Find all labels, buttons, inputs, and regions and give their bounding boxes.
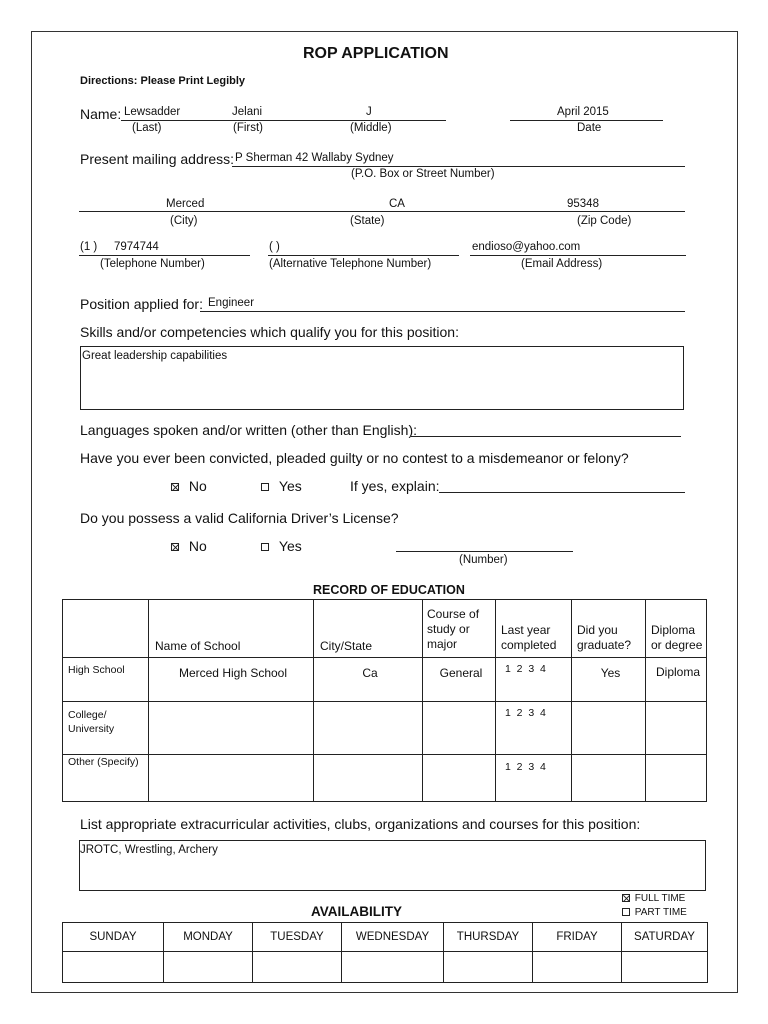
middle-caption: (Middle) (350, 122, 392, 134)
explain-line (439, 492, 685, 493)
hours-monday[interactable] (164, 952, 253, 983)
directions: Directions: Please Print Legibly (80, 75, 246, 87)
availability-heading: AVAILABILITY (311, 904, 402, 919)
explain-label: If yes, explain: (350, 478, 440, 494)
name-line (121, 120, 446, 121)
day-saturday: SATURDAY (622, 923, 708, 952)
zip-caption: (Zip Code) (577, 215, 632, 227)
license-no-label: No (188, 538, 207, 554)
day-thursday: THURSDAY (444, 923, 533, 952)
header-diploma: Diploma or degree (646, 600, 707, 658)
education-table (62, 599, 707, 802)
phone-caption: (Telephone Number) (100, 258, 205, 270)
row-diploma[interactable] (646, 755, 707, 802)
hours-saturday[interactable] (622, 952, 708, 983)
alt-phone-value[interactable]: ( ) (269, 241, 280, 253)
state-caption: (State) (350, 215, 385, 227)
table-row (63, 658, 707, 702)
row-course[interactable] (423, 702, 496, 755)
row-diploma[interactable]: Diploma (646, 658, 707, 702)
phone-line (79, 255, 250, 256)
row-course[interactable]: General (423, 658, 496, 702)
header-course: Course of study or major (423, 600, 496, 658)
alt-phone-caption: (Alternative Telephone Number) (269, 258, 432, 270)
street-caption: (P.O. Box or Street Number) (351, 168, 495, 180)
languages-line (411, 436, 681, 437)
state-value[interactable]: CA (389, 198, 405, 210)
table-row (63, 755, 707, 802)
hours-friday[interactable] (533, 952, 622, 983)
day-tuesday: TUESDAY (253, 923, 342, 952)
header-last-year: Last year completed (496, 600, 572, 658)
row-diploma[interactable] (646, 702, 707, 755)
license-number-line (396, 551, 573, 552)
activities-box[interactable] (79, 840, 706, 891)
conviction-no-checkbox[interactable] (171, 483, 179, 491)
first-caption: (First) (233, 122, 264, 134)
education-header-blank (63, 600, 149, 658)
conviction-yes-label: Yes (278, 478, 302, 494)
last-name-value[interactable]: Lewsadder (124, 106, 181, 118)
full-time-option[interactable] (622, 893, 685, 904)
row-school[interactable] (149, 755, 314, 802)
header-school: Name of School (149, 600, 314, 658)
full-time-label: FULL TIME (634, 893, 686, 904)
day-wednesday: WEDNESDAY (342, 923, 444, 952)
row-graduated[interactable] (572, 755, 646, 802)
header-city: City/State (314, 600, 423, 658)
city-caption: (City) (170, 215, 198, 227)
license-number-caption: (Number) (459, 554, 508, 566)
availability-table (62, 922, 708, 983)
license-yes-checkbox[interactable] (261, 543, 269, 551)
languages-label: Languages spoken and/or written (other than English): (80, 422, 417, 438)
table-row (63, 702, 707, 755)
days-header-row (63, 923, 708, 952)
last-caption: (Last) (132, 122, 162, 134)
row-type: College/ University (63, 702, 149, 755)
date-caption: Date (577, 122, 602, 134)
hours-sunday[interactable] (63, 952, 164, 983)
row-school[interactable] (149, 702, 314, 755)
form-title: ROP APPLICATION (303, 45, 449, 62)
license-no-option[interactable] (171, 538, 207, 554)
street-value[interactable]: P Sherman 42 Wallaby Sydney (235, 152, 394, 164)
position-line (200, 311, 685, 312)
conviction-yes-option[interactable] (261, 478, 302, 494)
skills-box[interactable] (80, 346, 684, 410)
name-label: Name: (80, 106, 122, 122)
phone-value[interactable]: 7974744 (114, 241, 159, 253)
education-header-row (63, 600, 707, 658)
day-monday: MONDAY (164, 923, 253, 952)
zip-value[interactable]: 95348 (567, 198, 599, 210)
alt-phone-line (268, 255, 459, 256)
street-line (232, 166, 685, 167)
skills-label: Skills and/or competencies which qualify you for this position: (80, 324, 459, 340)
conviction-no-option[interactable] (171, 478, 207, 494)
conviction-yes-checkbox[interactable] (261, 483, 269, 491)
row-city[interactable] (314, 755, 423, 802)
header-graduated: Did you graduate? (572, 600, 646, 658)
part-time-checkbox[interactable] (622, 908, 630, 916)
availability-hours-row (63, 952, 708, 983)
address-label: Present mailing address: (80, 151, 235, 167)
license-question: Do you possess a valid California Driver’s License? (80, 510, 399, 526)
activities-label: List appropriate extracurricular activities, clubs, organizations and courses for this position: (80, 816, 641, 832)
education-heading: RECORD OF EDUCATION (313, 583, 465, 597)
city-line (79, 211, 685, 212)
hours-tuesday[interactable] (253, 952, 342, 983)
row-course[interactable] (423, 755, 496, 802)
row-type: Other (Specify) (63, 755, 149, 802)
date-value[interactable]: April 2015 (557, 106, 609, 118)
day-friday: FRIDAY (533, 923, 622, 952)
email-value[interactable]: endioso@yahoo.com (472, 241, 581, 253)
license-yes-label: Yes (278, 538, 302, 554)
phone-area-value[interactable]: (1 ) (80, 241, 98, 253)
row-city[interactable]: Ca (314, 658, 423, 702)
license-no-checkbox[interactable] (171, 543, 179, 551)
row-years[interactable]: 1 2 3 4 (496, 658, 572, 702)
part-time-option[interactable] (622, 907, 687, 918)
activities-value: JROTC, Wrestling, Archery (80, 844, 218, 856)
row-city[interactable] (314, 702, 423, 755)
license-yes-option[interactable] (261, 538, 302, 554)
part-time-label: PART TIME (634, 907, 687, 918)
row-school[interactable]: Merced High School (149, 658, 314, 702)
row-graduated[interactable] (572, 702, 646, 755)
hours-thursday[interactable] (444, 952, 533, 983)
row-graduated[interactable]: Yes (572, 658, 646, 702)
row-type: High School (63, 658, 149, 702)
skills-value: Great leadership capabilities (82, 350, 228, 362)
conviction-question: Have you ever been convicted, pleaded guilty or no contest to a misdemeanor or felony? (80, 450, 629, 466)
hours-wednesday[interactable] (342, 952, 444, 983)
position-label: Position applied for: (80, 296, 203, 312)
first-name-value[interactable]: Jelani (232, 106, 263, 118)
email-line (470, 255, 686, 256)
row-years[interactable]: 1 2 3 4 (496, 702, 572, 755)
day-sunday: SUNDAY (63, 923, 164, 952)
date-line (510, 120, 663, 121)
middle-name-value[interactable]: J (366, 106, 372, 118)
city-value[interactable]: Merced (166, 198, 205, 210)
conviction-no-label: No (188, 478, 207, 494)
position-value[interactable]: Engineer (208, 297, 255, 309)
row-years[interactable]: 1 2 3 4 (496, 755, 572, 802)
email-caption: (Email Address) (521, 258, 603, 270)
full-time-checkbox[interactable] (622, 894, 630, 902)
